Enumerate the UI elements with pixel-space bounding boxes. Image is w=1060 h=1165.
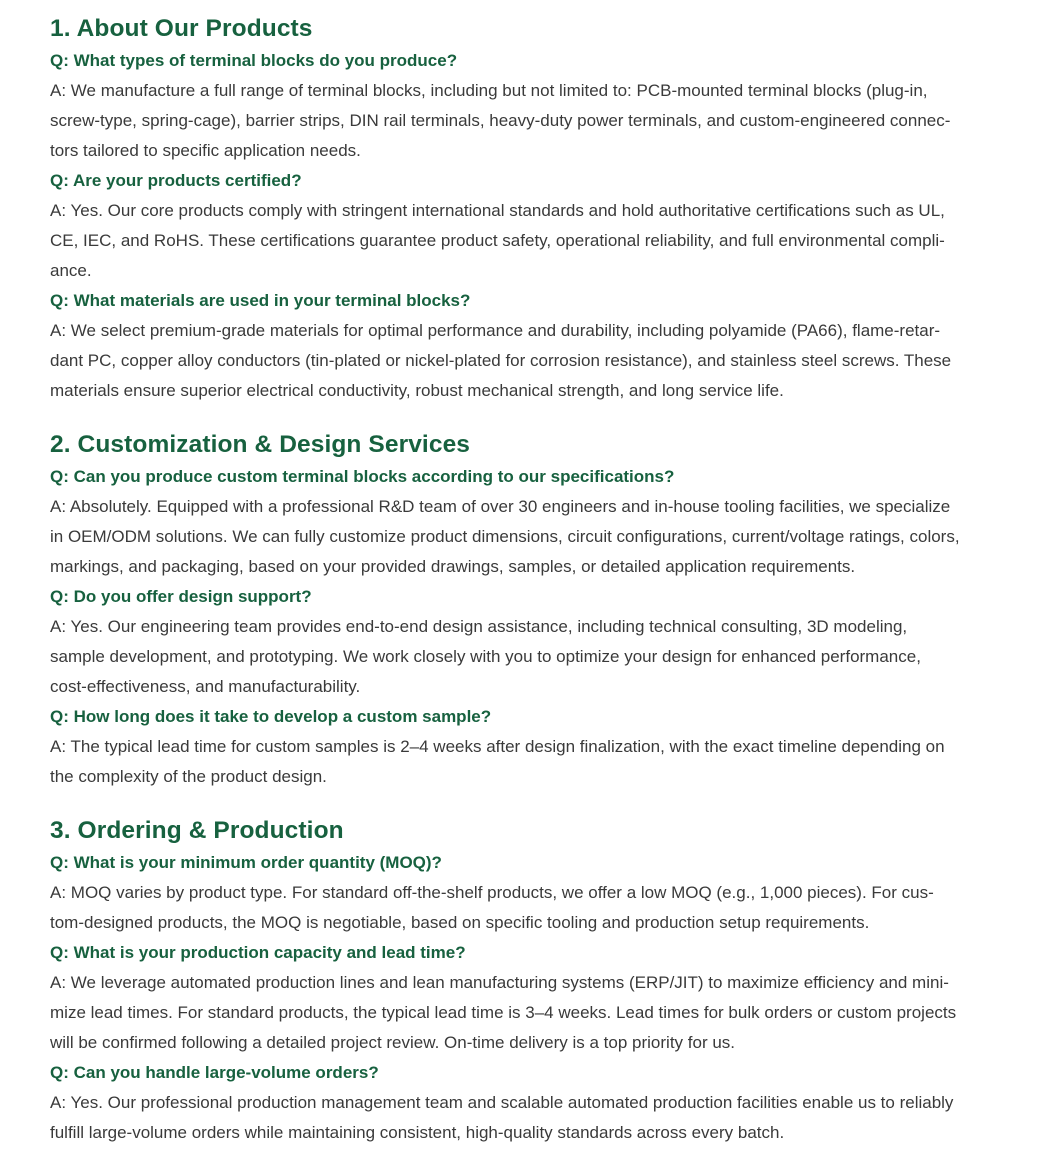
- section-customization-design: [50, 428, 1010, 792]
- faq-answer: [50, 196, 1010, 286]
- faq-answer: [50, 1088, 1010, 1148]
- answer-line: sample development, and prototyping. We work closely with you to optimize your design for enhanced performance,: [50, 647, 921, 666]
- answer-line: tors tailored to specific application needs.: [50, 141, 361, 160]
- answer-line: will be confirmed following a detailed project review. On-time delivery is a top priority for us.: [50, 1033, 736, 1052]
- section-title: 1. About Our Products: [50, 15, 313, 42]
- faq-question: Q: How long does it take to develop a custom sample?: [50, 707, 492, 726]
- answer-line: A: Yes. Our core products comply with stringent international standards and hold authoritative certifications such as UL,: [50, 201, 945, 220]
- faq-answer: [50, 492, 1010, 582]
- answer-line: cost-effectiveness, and manufacturability.: [50, 677, 361, 696]
- answer-line: materials ensure superior electrical conductivity, robust mechanical strength, and long service life.: [50, 381, 784, 400]
- answer-line: tom-designed products, the MOQ is negotiable, based on specific tooling and production setup requirements.: [50, 913, 870, 932]
- faq-question: Q: Can you produce custom terminal blocks according to our specifications?: [50, 467, 675, 486]
- faq-question: Q: What types of terminal blocks do you produce?: [50, 51, 458, 70]
- answer-line: A: Yes. Our professional production management team and scalable automated production facilities enable us to reliably: [50, 1093, 954, 1112]
- faq-question: Q: Do you offer design support?: [50, 587, 312, 606]
- answer-line: ance.: [50, 261, 92, 280]
- faq-question: Q: What is your minimum order quantity (MOQ)?: [50, 853, 442, 872]
- section-title: 3. Ordering & Production: [50, 817, 344, 844]
- faq-answer: [50, 612, 1010, 702]
- answer-line: CE, IEC, and RoHS. These certifications guarantee product safety, operational reliability, and full environmental compli-: [50, 231, 945, 250]
- section-ordering-production: [50, 814, 1010, 1148]
- answer-line: A: We select premium-grade materials for optimal performance and durability, including polyamide (PA66), flame-retar-: [50, 321, 941, 340]
- answer-line: dant PC, copper alloy conductors (tin-plated or nickel-plated for corrosion resistance), and stainless steel screws. These: [50, 351, 952, 370]
- answer-line: A: We manufacture a full range of terminal blocks, including but not limited to: PCB-mounted terminal blocks (plug-in,: [50, 81, 928, 100]
- faq-answer: [50, 878, 1010, 938]
- faq-question: Q: What is your production capacity and lead time?: [50, 943, 466, 962]
- faq-item: [50, 462, 1010, 582]
- answer-line: fulfill large-volume orders while maintaining consistent, high-quality standards across every batch.: [50, 1123, 785, 1142]
- answer-line: markings, and packaging, based on your provided drawings, samples, or detailed application requirements.: [50, 557, 856, 576]
- faq-answer: [50, 732, 1010, 792]
- faq-question: Q: Are your products certified?: [50, 171, 302, 190]
- answer-line: mize lead times. For standard products, the typical lead time is 3–4 weeks. Lead times for bulk orders or custom projects: [50, 1003, 957, 1022]
- answer-line: A: The typical lead time for custom samples is 2–4 weeks after design finalization, with the exact timeline depending on: [50, 737, 945, 756]
- faq-item: [50, 702, 1010, 792]
- faq-item: [50, 938, 1010, 1058]
- faq-question: Q: What materials are used in your terminal blocks?: [50, 291, 471, 310]
- answer-line: A: Yes. Our engineering team provides end-to-end design assistance, including technical consulting, 3D modeling,: [50, 617, 908, 636]
- faq-answer: [50, 76, 1010, 166]
- answer-line: A: We leverage automated production lines and lean manufacturing systems (ERP/JIT) to maximize efficiency and mini-: [50, 973, 949, 992]
- section-title: 2. Customization & Design Services: [50, 431, 471, 458]
- answer-line: A: Absolutely. Equipped with a professional R&D team of over 30 engineers and in-house tooling facilities, we specialize: [50, 497, 951, 516]
- faq-item: [50, 848, 1010, 938]
- faq-question: Q: Can you handle large-volume orders?: [50, 1063, 379, 1082]
- answer-line: A: MOQ varies by product type. For standard off-the-shelf products, we offer a low MOQ (e.g., 1,000 pieces). For cus-: [50, 883, 934, 902]
- faq-item: [50, 1058, 1010, 1148]
- faq-answer: [50, 316, 1010, 406]
- faq-item: [50, 286, 1010, 406]
- section-about-products: [50, 12, 1010, 406]
- faq-item: [50, 582, 1010, 702]
- answer-line: the complexity of the product design.: [50, 767, 327, 786]
- faq-answer: [50, 968, 1010, 1058]
- answer-line: screw-type, spring-cage), barrier strips, DIN rail terminals, heavy-duty power terminals, and custom-engineered connec-: [50, 111, 951, 130]
- faq-item: [50, 166, 1010, 286]
- answer-line: in OEM/ODM solutions. We can fully customize product dimensions, circuit configurations, current/voltage ratings, colors,: [50, 527, 960, 546]
- faq-item: [50, 46, 1010, 166]
